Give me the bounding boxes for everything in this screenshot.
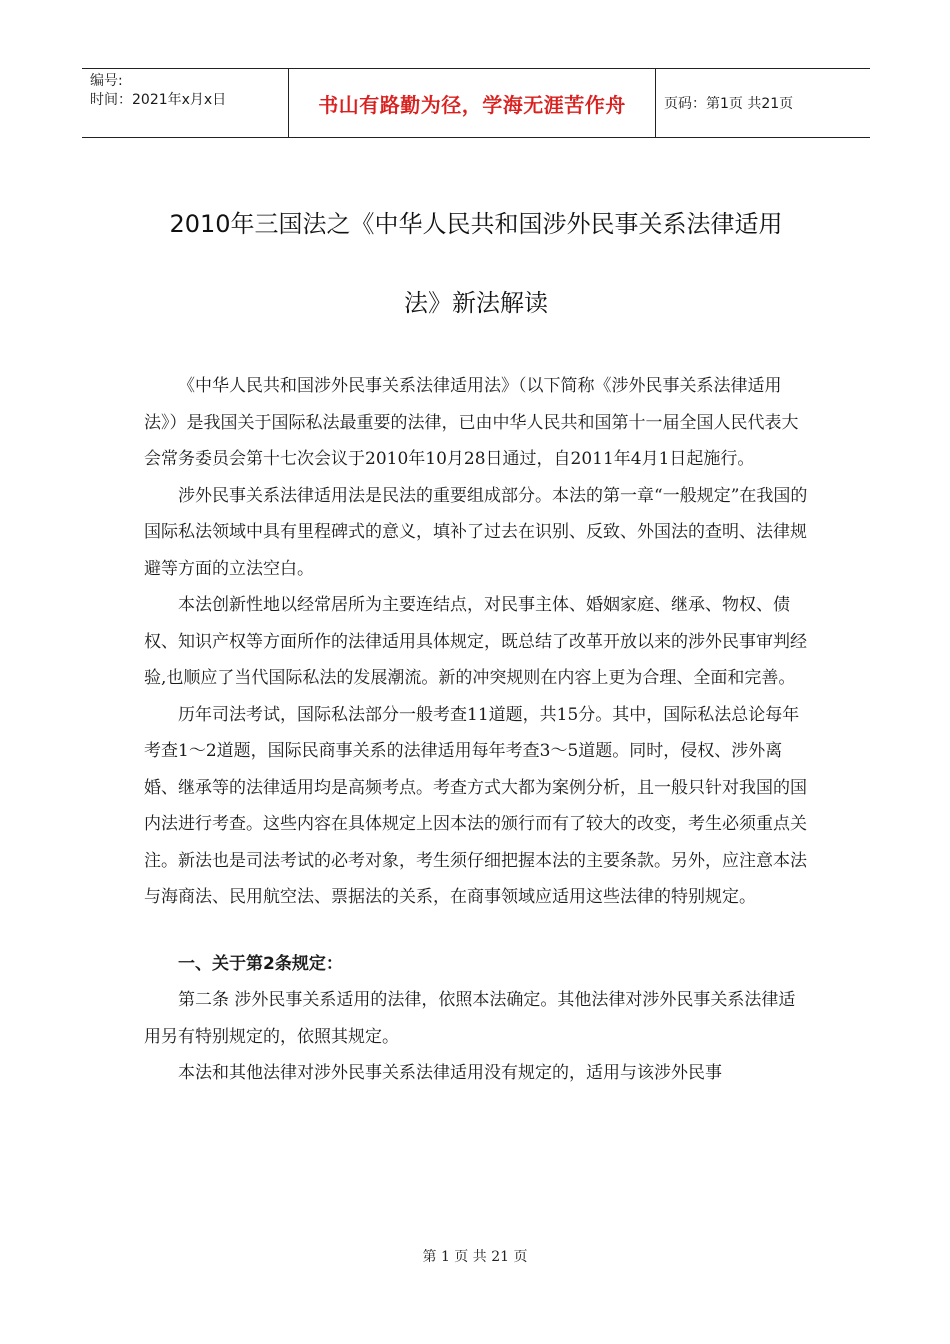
section-heading: 一、关于第2条规定：: [178, 953, 343, 974]
section-spacer: [144, 916, 812, 946]
header-meta: [82, 69, 289, 137]
paragraph: 本法创新性地以经常居所为主要连结点，对民事主体、婚姻家庭、继承、物权、债权、知识产权等方面所作的法律适用具体规定，既总结了改革开放以来的涉外民事审判经验,也顺应了当代国际私法的发展潮流。新的冲突规则在内容上更为合理、全面和完善。: [144, 595, 807, 688]
document-title-line-2: 法》新法解读: [404, 289, 548, 317]
paragraph: 历年司法考试，国际私法部分一般考查11道题，共15分。其中，国际私法总论每年考查1～2道题，国际民商事关系的法律适用每年考查3～5道题。同时，侵权、涉外离婚、继承等的法律适用均是高频考点。考查方式大都为案例分析，且一般只针对我国的国内法进行考查。这些内容在具体规定上因本法的颁行而有了较大的改变，考生必须重点关注。新法也是司法考试的必考对象，考生须仔细把握本法的主要条款。另外，应注意本法与海商法、民用航空法、票据法的关系，在商事领域应适用这些法律的特别规定。: [144, 704, 807, 907]
header-page-label: 页码：第1页 共21页: [664, 96, 794, 112]
paragraph: 本法和其他法律对涉外民事关系法律适用没有规定的，适用与该涉外民事: [178, 1063, 722, 1083]
serial-label: 编号:: [90, 73, 123, 89]
paragraph: 《中华人民共和国涉外民事关系法律适用法》（以下简称《涉外民事关系法律适用法》）是我国关于国际私法最重要的法律，已由中华人民共和国第十一届全国人民代表大会常务委员会第十七次会议于2010年10月28日通过，自2011年4月1日起施行。: [144, 376, 799, 469]
document-body: [144, 368, 812, 1092]
document-title-line-1: 2010年三国法之《中华人民共和国涉外民事关系法律适用: [169, 210, 783, 238]
header-motto: 书山有路勤为径，学海无涯苦作舟: [289, 69, 656, 137]
date-label: 时间：2021年x月x日: [90, 92, 227, 108]
page-footer: 第 1 页 共 21 页: [422, 1249, 528, 1265]
paragraph: 第二条 涉外民事关系适用的法律，依照本法确定。其他法律对涉外民事关系法律适用另有特别规定的，依照其规定。: [144, 990, 796, 1047]
paragraph: 涉外民事关系法律适用法是民法的重要组成部分。本法的第一章“一般规定”在我国的国际私法领域中具有里程碑式的意义，填补了过去在识别、反致、外国法的查明、法律规避等方面的立法空白。: [144, 485, 808, 579]
page-header: [82, 68, 870, 138]
